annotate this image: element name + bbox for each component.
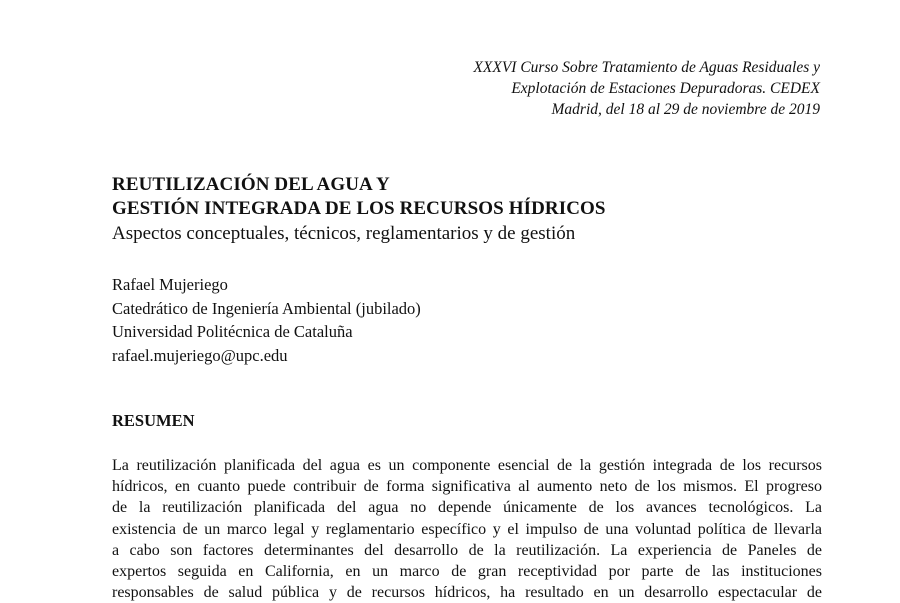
abstract-line: responsables de salud pública y de recursos hídricos, ha resultado en un desarrollo espectacular de: [112, 584, 822, 602]
abstract-line: existencia de un marco legal y reglamentario específico y el impulso de una voluntad política de llevarla: [112, 520, 822, 538]
abstract-line: La reutilización planificada del agua es un componente esencial de la gestión integrada de los recursos: [112, 457, 822, 474]
abstract-heading: RESUMEN: [112, 411, 195, 430]
abstract-line: expertos seguida en California, en un marco de gran receptividad por parte de las instituciones: [112, 562, 822, 580]
title-line-2: GESTIÓN INTEGRADA DE LOS RECURSOS HÍDRICOS: [112, 198, 606, 219]
abstract-line: de la reutilización planificada del agua no depende únicamente de los avances tecnológicos. La: [112, 499, 822, 517]
title-line-1: REUTILIZACIÓN DEL AGUA Y: [112, 174, 390, 195]
course-header: [300, 57, 820, 120]
author-email: rafael.mujeriego@upc.edu: [112, 345, 288, 365]
abstract-line: hídricos, en cuanto puede contribuir de forma significativa al aumento neto de los mismos. El progreso: [112, 478, 822, 496]
course-header-line-1: XXXVI Curso Sobre Tratamiento de Aguas Residuales y: [473, 59, 820, 76]
author-name: Rafael Mujeriego: [112, 275, 228, 294]
author-institution: Universidad Politécnica de Cataluña: [112, 322, 353, 341]
title-block: [112, 173, 832, 247]
author-block: [112, 273, 421, 367]
abstract-paragraph: [112, 455, 822, 603]
course-header-line-3: Madrid, del 18 al 29 de noviembre de 2019: [551, 101, 820, 118]
abstract-line: a cabo son factores determinantes del desarrollo de la reutilización. La experiencia de Paneles de: [112, 541, 822, 559]
course-header-line-2: Explotación de Estaciones Depuradoras. CEDEX: [511, 80, 820, 97]
author-position: Catedrático de Ingeniería Ambiental (jubilado): [112, 298, 421, 318]
subtitle: Aspectos conceptuales, técnicos, reglamentarios y de gestión: [112, 223, 576, 244]
